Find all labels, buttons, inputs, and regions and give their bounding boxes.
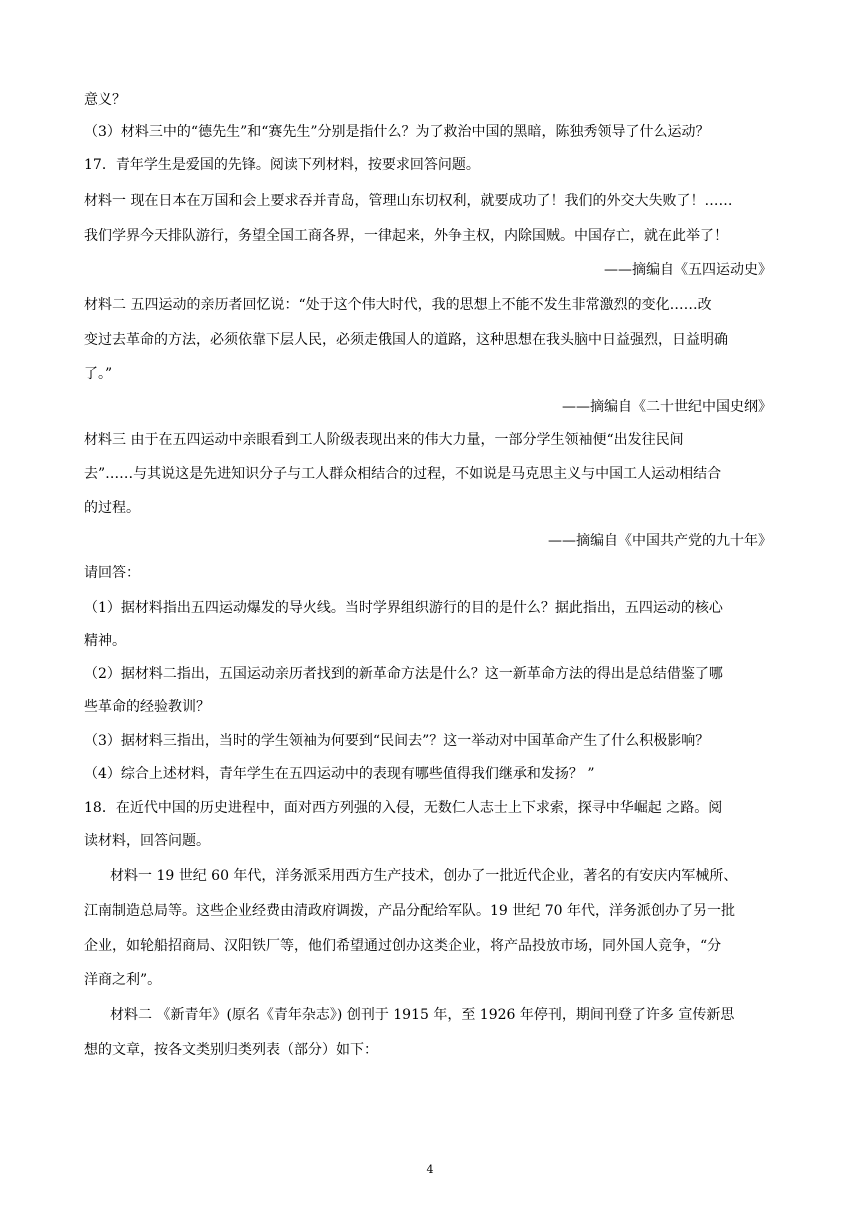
question-18-heading: 18．在近代中国的历史进程中，面对西方列强的入侵，无数仁人志士上下求索，探寻中华崛起 之路。阅 — [84, 800, 723, 816]
material-3-line: 的过程。 — [84, 500, 140, 516]
material-2-line: 想的文章，按各文类别归类列表（部分）如下： — [84, 1042, 378, 1058]
material-2-line: 材料二 《新青年》(原名《青年杂志》) 创刊于 1915 年，至 1926 年停刊，期间刊登了许多 宣传新思 — [110, 1007, 735, 1023]
question-4-line: （4）综合上述材料，青年学生在五四运动中的表现有哪些值得我们继承和发扬？ ” — [84, 766, 595, 782]
material-2-line: 变过去革命的方法，必须依靠下层人民，必须走俄国人的道路，这种思想在我头脑中日益强烈，日益明确 — [84, 332, 728, 348]
question-3-line: （3）材料三中的“德先生”和“赛先生”分别是指什么？为了救治中国的黑暗，陈独秀领导了什么运动？ — [84, 124, 710, 140]
text-line: 意义？ — [84, 92, 126, 108]
citation: ——摘编自《五四运动史》 — [604, 262, 772, 278]
question-1-line: 精神。 — [84, 633, 126, 649]
material-1-line: 洋商之利”。 — [84, 972, 162, 988]
page-number: 4 — [426, 1163, 434, 1176]
material-1-line: 江南制造总局等。这些企业经费由清政府调拨，产品分配给军队。19 世纪 70 年代，洋务派创办了另一批 — [84, 903, 735, 919]
citation: ——摘编自《二十世纪中国史纲》 — [562, 399, 772, 415]
material-3-line: 材料三 由于在五四运动中亲眼看到工人阶级表现出来的伟大力量，一部分学生领袖便“出发往民间 — [84, 432, 684, 448]
material-2-line: 了。” — [84, 366, 113, 382]
question-2-line: （2）据材料二指出，五国运动亲历者找到的新革命方法是什么？这一新革命方法的得出是总结借鉴了哪 — [84, 666, 723, 682]
material-1-line: 材料一 19 世纪 60 年代，洋务派采用西方生产技术，创办了一批近代企业，著名的有安庆内军械所、 — [110, 868, 738, 884]
material-1-line: 我们学界今天排队游行，务望全国工商各界，一律起来，外争主权，内除国贼。中国存亡，就在此举了！ — [84, 228, 728, 244]
question-18-heading: 读材料，回答问题。 — [84, 833, 210, 849]
material-3-line: 去”……与其说这是先进知识分子与工人群众相结合的过程，不如说是马克思主义与中国工人运动相结合 — [84, 466, 722, 482]
citation: ——摘编自《中国共产党的九十年》 — [548, 533, 772, 549]
question-2-line: 些革命的经验教训？ — [84, 699, 210, 715]
question-1-line: （1）据材料指出五四运动爆发的导火线。当时学界组织游行的目的是什么？据此指出，五四运动的核心 — [84, 600, 723, 616]
material-1-line: 材料一 现在日本在万国和会上要求吞并青岛，管理山东切权利，就要成功了！我们的外交大失败了！…… — [84, 193, 733, 209]
material-2-line: 材料二 五四运动的亲历者回忆说：“处于这个伟大时代，我的思想上不能不发生非常激烈的变化……改 — [84, 297, 712, 313]
question-17-heading: 17．青年学生是爱国的先锋。阅读下列材料，按要求回答问题。 — [84, 157, 480, 173]
question-3-line: （3）据材料三指出，当时的学生领袖为何要到“民间去”？这一举动对中国革命产生了什么积极影响？ — [84, 733, 710, 749]
instruction: 请回答： — [84, 565, 140, 581]
material-1-line: 企业，如轮船招商局、汉阳铁厂等，他们希望通过创办这类企业，将产品投放市场，同外国人竞争，“分 — [84, 938, 722, 954]
